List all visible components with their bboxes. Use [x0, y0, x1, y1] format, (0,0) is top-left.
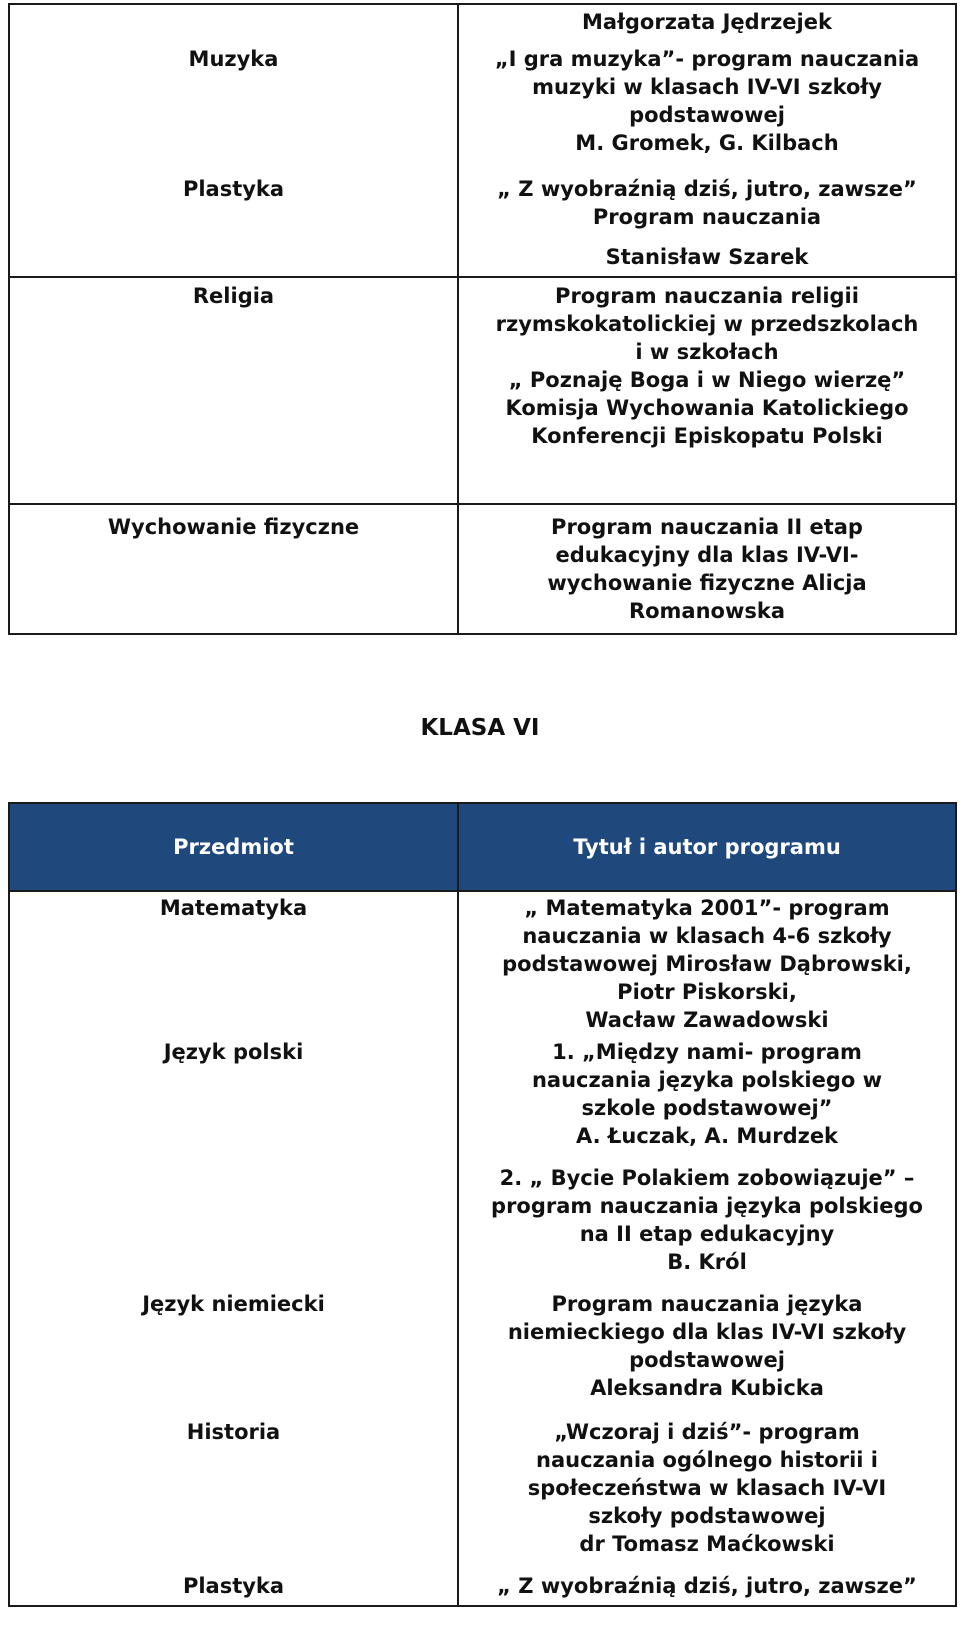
table-header-row — [9, 803, 956, 891]
table-row — [9, 157, 956, 231]
table-row — [9, 1034, 956, 1276]
program-line: 2. „ Bycie Polakiem zobowiązuje” – — [499, 1166, 915, 1190]
subject-cell — [9, 157, 458, 231]
program-line: i w szkołach — [635, 340, 779, 364]
program-cell — [458, 1276, 956, 1402]
program-line: „ Z wyobraźnią dziś, jutro, zawsze” — [497, 1574, 917, 1598]
program-line: Komisja Wychowania Katolickiego — [505, 396, 909, 420]
program-line: nauczania ogólnego historii i — [536, 1448, 878, 1472]
column-header-subject: Przedmiot — [173, 835, 294, 859]
subject-label: Plastyka — [182, 1574, 285, 1598]
program-cell — [458, 4, 956, 40]
table-row — [9, 40, 956, 157]
table-row — [9, 1558, 956, 1606]
subject-cell — [9, 1558, 458, 1606]
program-line: edukacyjny dla klas IV-VI- — [555, 543, 859, 567]
program-line — [459, 1150, 955, 1164]
program-line: szkoły podstawowej — [588, 1504, 826, 1528]
program-line: Program nauczania — [592, 205, 822, 229]
program-line: Aleksandra Kubicka — [590, 1376, 824, 1400]
table-row — [9, 891, 956, 1034]
program-line: „ Z wyobraźnią dziś, jutro, zawsze” — [497, 177, 917, 201]
program-cell — [458, 1558, 956, 1606]
table-row — [9, 4, 956, 40]
subject-label: Religia — [192, 284, 275, 308]
program-line: Program nauczania II etap — [551, 515, 863, 539]
subject-label: Muzyka — [188, 47, 279, 71]
program-line: muzyki w klasach IV-VI szkoły — [532, 75, 882, 99]
program-line: podstawowej — [629, 103, 785, 127]
subject-label: Plastyka — [182, 177, 285, 201]
subject-cell — [9, 4, 458, 40]
program-line: szkole podstawowej” — [581, 1096, 833, 1120]
subject-label: Matematyka — [159, 896, 308, 920]
header-program-cell — [458, 803, 956, 891]
program-line: nauczania języka polskiego w — [531, 1068, 883, 1092]
program-line: Małgorzata Jędrzejek — [582, 10, 832, 34]
program-line: Program nauczania religii — [555, 284, 859, 308]
program-cell — [458, 231, 956, 277]
program-cell — [458, 1034, 956, 1276]
program-line: B. Król — [667, 1250, 747, 1274]
program-line: program nauczania języka polskiego — [491, 1194, 923, 1218]
program-line: Stanisław Szarek — [605, 245, 809, 269]
program-line: Wacław Zawadowski — [585, 1008, 829, 1032]
program-cell — [458, 40, 956, 157]
program-line: „Wczoraj i dziś”- program — [554, 1420, 860, 1444]
subject-cell — [9, 1034, 458, 1276]
program-cell — [458, 277, 956, 504]
program-cell — [458, 1402, 956, 1558]
subject-label: Historia — [186, 1420, 281, 1444]
program-line: „ Poznaję Boga i w Niego wierzę” — [508, 368, 906, 392]
subject-cell — [9, 231, 458, 277]
subject-label: Język polski — [163, 1040, 304, 1064]
program-line: Romanowska — [628, 599, 786, 623]
program-line: Konferencji Episkopatu Polski — [531, 424, 883, 448]
table-row — [9, 1276, 956, 1402]
table-row — [9, 1402, 956, 1558]
program-line: wychowanie fizyczne Alicja — [547, 571, 867, 595]
curriculum-table-continued — [8, 3, 957, 635]
program-cell — [458, 157, 956, 231]
program-line: na II etap edukacyjny — [579, 1222, 835, 1246]
program-line: podstawowej — [629, 1348, 785, 1372]
subject-cell — [9, 1276, 458, 1402]
program-line: rzymskokatolickiej w przedszkolach — [495, 312, 919, 336]
subject-cell — [9, 1402, 458, 1558]
curriculum-table — [8, 802, 957, 1607]
program-line: „I gra muzyka”- program nauczania — [494, 47, 920, 71]
subject-label: Wychowanie fizyczne — [107, 515, 360, 539]
program-line: A. Łuczak, A. Murdzek — [575, 1124, 839, 1148]
subject-label: Język niemiecki — [142, 1292, 325, 1316]
program-line: niemieckiego dla klas IV-VI szkoły — [507, 1320, 907, 1344]
table-row — [9, 504, 956, 634]
header-subject-cell — [9, 803, 458, 891]
program-line: M. Gromek, G. Kilbach — [575, 131, 839, 155]
program-line: „ Matematyka 2001”- program — [524, 896, 890, 920]
program-cell — [458, 891, 956, 1034]
program-line: Program nauczania języka — [551, 1292, 863, 1316]
subject-cell — [9, 504, 458, 634]
program-line: społeczeństwa w klasach IV-VI — [527, 1476, 887, 1500]
program-line: Piotr Piskorski, — [617, 980, 797, 1004]
column-header-program: Tytuł i autor programu — [573, 835, 841, 859]
program-line: podstawowej Mirosław Dąbrowski, — [502, 952, 912, 976]
program-line: 1. „Między nami- program — [552, 1040, 862, 1064]
class-heading: KLASA VI — [420, 715, 540, 741]
program-cell — [458, 504, 956, 634]
subject-cell — [9, 40, 458, 157]
table-row — [9, 277, 956, 504]
table-row — [9, 231, 956, 277]
subject-cell — [9, 277, 458, 504]
program-line: nauczania w klasach 4-6 szkoły — [522, 924, 892, 948]
subject-cell — [9, 891, 458, 1034]
program-line: dr Tomasz Maćkowski — [579, 1532, 835, 1556]
